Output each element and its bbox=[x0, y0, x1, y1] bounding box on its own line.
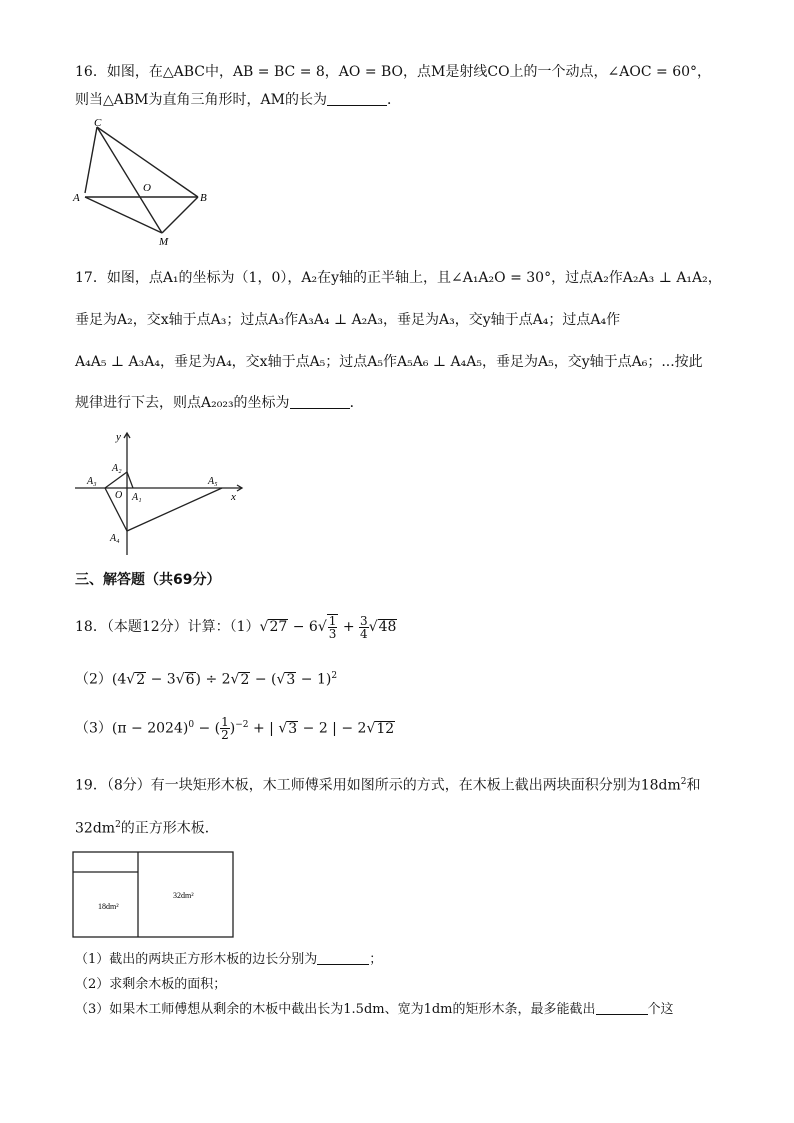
q18-p3-frac bbox=[220, 716, 230, 741]
q18-p3-c: ) bbox=[229, 720, 236, 737]
q19-sub3-end: 个这 bbox=[647, 1002, 674, 1017]
q18-p2-b: − 3 bbox=[146, 671, 176, 688]
q17-line4-end: ． bbox=[349, 395, 364, 411]
q19-line1-text: 19．（8分）有一块矩形木板，木工师傅采用如图所示的方式，在木板上截出两块面积分别为18dm bbox=[75, 777, 681, 794]
q19-sub3-text: （3）如果木工师傅想从剩余的木板中截出长为1.5dm、宽为1dm的矩形木条，最多能截出 bbox=[75, 1002, 596, 1017]
q18-p1-minus6: − 6 bbox=[288, 619, 318, 635]
q17-label-a4: A₄ bbox=[110, 533, 120, 544]
q18-p2-rad6: 6 bbox=[185, 671, 195, 688]
q19-fig-big-label: 32dm² bbox=[173, 891, 194, 900]
q18-p1-frac2 bbox=[359, 615, 369, 640]
q18-p1-frac1 bbox=[327, 614, 339, 640]
q19-sub1 bbox=[75, 950, 382, 970]
q16-figure bbox=[70, 115, 220, 250]
q17-label-o: O bbox=[115, 490, 123, 501]
q18-p2-c: ) ÷ 2 bbox=[195, 671, 231, 688]
q18-p2-rad2b: 2 bbox=[240, 671, 250, 688]
q18-p3-frac-num: 1 bbox=[221, 715, 229, 730]
q17-line3: A₄A₅ ⊥ A₃A₄，垂足为A₄，交x轴于点A₅；过点A₅作A₅A₆ ⊥ A₄A₅，垂足为A₅，交y轴于点A₆；...按此 bbox=[75, 354, 703, 370]
q16-label-c: C bbox=[94, 117, 102, 129]
q19-sub2: （2）求剩余木板的面积； bbox=[75, 977, 227, 992]
section-heading: 三、解答题（共69分） bbox=[75, 572, 221, 588]
q18-p2-d: − ( bbox=[250, 671, 277, 688]
q16-label-m: M bbox=[159, 236, 169, 248]
q16-answer-blank bbox=[327, 91, 387, 106]
q16-line2 bbox=[75, 90, 401, 110]
q18-part2: $(2)(4√2 - 3√6) \div 2√2 - (√3 - 1)^2$ bbox=[75, 671, 338, 688]
q17-label-x: x bbox=[231, 491, 236, 503]
q19-sub1-end: ； bbox=[369, 952, 383, 967]
q18-p3-exp0: 0 bbox=[188, 720, 195, 730]
q18-p3-exp-neg2: −2 bbox=[235, 720, 249, 730]
q19-line2 bbox=[75, 815, 219, 839]
q16-label-b: B bbox=[200, 192, 207, 204]
q17-figure bbox=[70, 425, 250, 560]
q17-line4 bbox=[75, 393, 364, 413]
q16-line2-text: 则当△ABM为直角三角形时，AM的长为 bbox=[75, 92, 327, 108]
q18-p1-rad48: 48 bbox=[378, 619, 397, 635]
q18-part3: $(3)(\pi - 2024)^0$ − ( $\frac{1}{2}$ )$^{-2}$ + | √3 − 2 | − 2√12 bbox=[75, 715, 395, 743]
q19-fig-small-label: 18dm² bbox=[98, 902, 119, 911]
q16-line1: 16．如图，在△ABC中，AB = BC = 8，AO = BO，点M是射线CO上的一个动点，∠AOC = 60°， bbox=[75, 64, 712, 80]
q18-p3-b: − ( bbox=[194, 720, 221, 737]
q19-sub1-text: （1）截出的两块正方形木板的边长分别为 bbox=[75, 952, 318, 967]
q19-line2-end: 的正方形木板． bbox=[120, 820, 219, 837]
q17-label-a2: A₂ bbox=[112, 463, 122, 474]
q19-line1-end: 和 bbox=[686, 777, 701, 794]
q18-p3-frac-den: 2 bbox=[221, 728, 229, 743]
q19-line2-sup: 2 bbox=[115, 820, 121, 830]
q18-p3-e: − 2 | − 2 bbox=[298, 720, 367, 737]
q18-p2-e: − 1) bbox=[296, 671, 332, 688]
q16-label-a: A bbox=[73, 192, 80, 204]
q17-label-a3: A₃ bbox=[87, 476, 97, 487]
q17-label-a5: A₅ bbox=[208, 476, 218, 487]
q18-p1-frac2-num: 3 bbox=[360, 613, 368, 628]
q18-p3-rad12: 12 bbox=[376, 720, 395, 737]
q18-p2-rad3: 3 bbox=[286, 671, 296, 688]
q18-part1: 18．（本题12分）计算：（1）√27 − 6√ $\frac{1}{3}$ + $\frac{3}{4}$ √48 bbox=[75, 613, 397, 641]
q18-p2-a: (4 bbox=[111, 671, 127, 688]
q19-sub3 bbox=[75, 1000, 674, 1020]
q18-p2-label: （2） bbox=[75, 671, 112, 688]
q18-p1-frac2-den: 4 bbox=[360, 626, 368, 641]
q19-line1-sup: 2 bbox=[680, 777, 687, 787]
q17-line2: 垂足为A₂，交x轴于点A₃；过点A₃作A₃A₄ ⊥ A₂A₃，垂足为A₃，交y轴于点A₄；过点A₄作 bbox=[75, 312, 621, 328]
q17-line4-text: 规律进行下去，则点A₂₀₂₃的坐标为 bbox=[75, 395, 290, 411]
q17-label-y: y bbox=[116, 431, 121, 443]
q16-line2-end: ． bbox=[386, 92, 401, 108]
q16-label-o: O bbox=[143, 182, 151, 194]
q19-sub3-blank bbox=[596, 1000, 648, 1015]
q17-answer-blank bbox=[290, 394, 350, 409]
q18-p1-frac1-num: 1 bbox=[328, 614, 337, 628]
q19-figure bbox=[72, 850, 236, 940]
q18-p3-a: (π − 2024) bbox=[111, 720, 189, 737]
q17-label-a1: A₁ bbox=[132, 492, 142, 503]
q18-p1-rad27: 27 bbox=[269, 619, 288, 635]
q18-p2-rad2: 2 bbox=[136, 671, 146, 688]
q18-head: 18．（本题12分）计算：（1） bbox=[75, 619, 260, 635]
q19-sub1-blank bbox=[317, 950, 369, 965]
q18-p3-label: （3） bbox=[75, 720, 112, 737]
q17-line1: 17．如图，点A₁的坐标为（1，0），A₂在y轴的正半轴上，且∠A₁A₂O = 30°，过点A₂作A₂A₃ ⊥ A₁A₂， bbox=[75, 270, 722, 286]
q18-p3-rad3: 3 bbox=[288, 720, 298, 737]
q18-p1-plus: + bbox=[338, 619, 360, 635]
q18-p3-d: + | bbox=[248, 720, 279, 737]
q18-p2-square: 2 bbox=[331, 671, 338, 681]
q18-p1-frac1-den: 3 bbox=[328, 627, 337, 641]
q19-line2-text: 32dm bbox=[75, 820, 116, 837]
q19-line1 bbox=[75, 772, 701, 796]
